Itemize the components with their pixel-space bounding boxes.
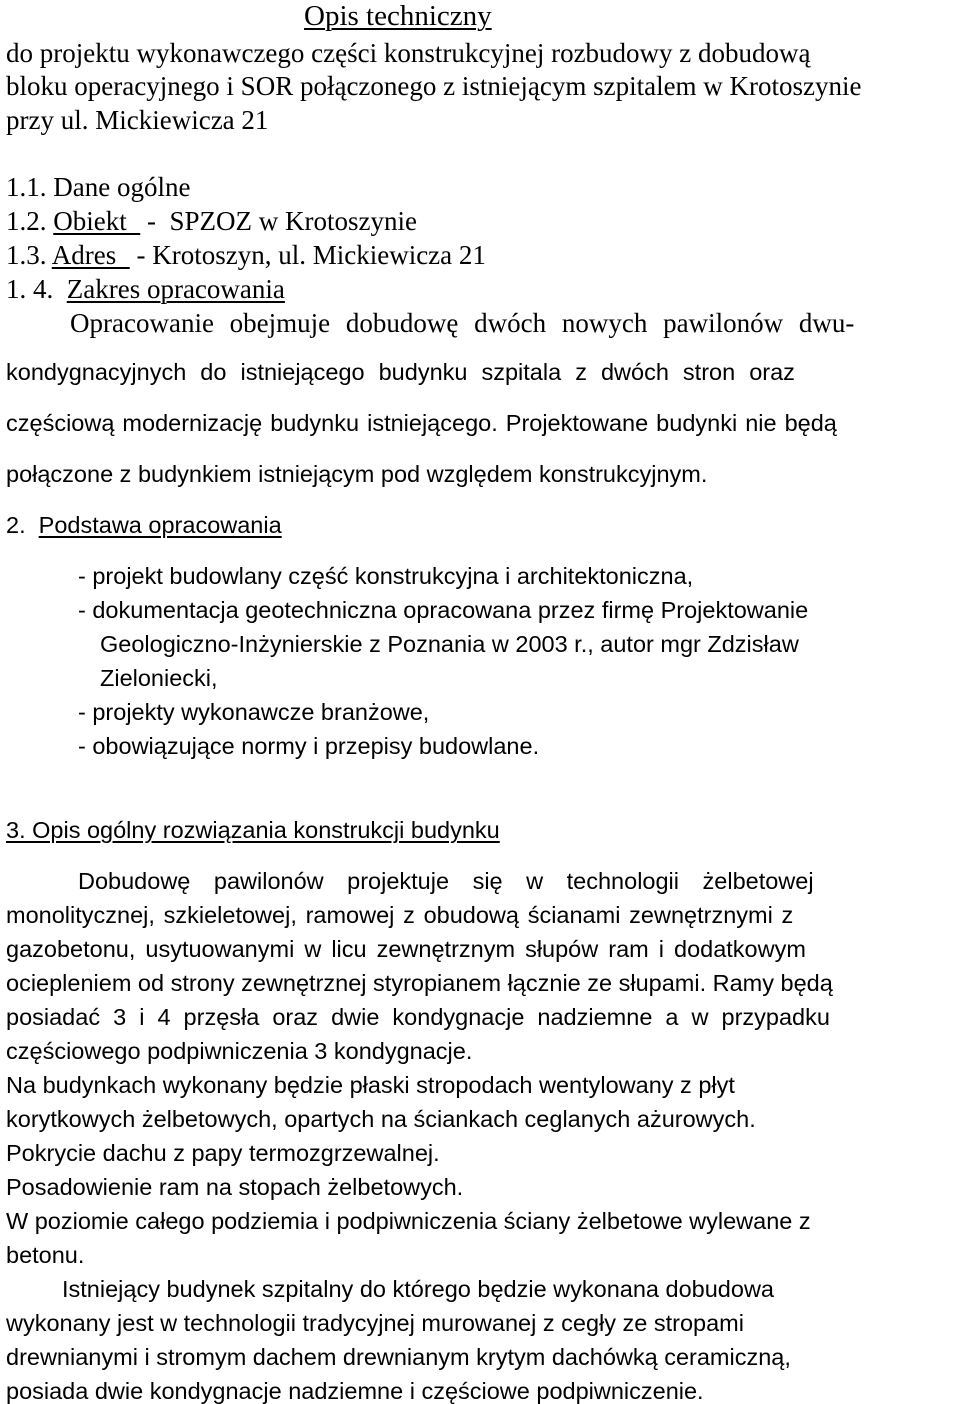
- section-2-number: 2.: [6, 512, 39, 538]
- item-1-3-value: - Krotoszyn, ul. Mickiewicza 21: [129, 240, 486, 270]
- structure-line-1: Dobudowę pawilonów projektuje się w technologii żelbetowej: [78, 868, 814, 894]
- structure-line-12: betonu.: [6, 1242, 85, 1268]
- structure-line-11: W poziomie całego podziemia i podpiwniczenia ściany żelbetowe wylewane z: [6, 1208, 811, 1234]
- item-1-1: 1.1. Dane ogólne: [6, 172, 191, 202]
- item-1-3-label: Adres: [51, 240, 130, 270]
- structure-line-2: monolitycznej, szkieletowej, ramowej z obudową ścianami zewnętrznymi z: [6, 902, 794, 928]
- structure-line-6: częściowego podpiwniczenia 3 kondygnacje.: [6, 1038, 473, 1064]
- scope-paragraph-line-1: Opracowanie obejmuje dobudowę dwóch nowych pawilonów dwu-: [70, 308, 855, 338]
- section-2-title: Podstawa opracowania: [38, 512, 282, 538]
- intro-line-2: bloku operacyjnego i SOR połączonego z istniejącym szpitalem w Krotoszynie: [6, 71, 862, 101]
- item-1-4-heading: Zakres opracowania: [66, 274, 285, 304]
- basis-item-2-cont-2: Zieloniecki,: [100, 665, 218, 691]
- scope-paragraph-line-4: połączone z budynkiem istniejącym pod względem konstrukcyjnym.: [6, 461, 708, 487]
- structure-line-15: drewnianymi i stromym dachem drewnianym krytym dachówką ceramiczną,: [6, 1344, 791, 1370]
- intro-line-1: do projektu wykonawczego części konstrukcyjnej rozbudowy z dobudową: [6, 38, 811, 68]
- structure-line-9: Pokrycie dachu z papy termozgrzewalnej.: [6, 1140, 440, 1166]
- structure-line-8: korytkowych żelbetowych, opartych na ściankach ceglanych ażurowych.: [6, 1106, 756, 1132]
- document-title: Opis techniczny: [304, 0, 492, 32]
- intro-line-3: przy ul. Mickiewicza 21: [6, 105, 269, 135]
- basis-item-2-cont-1: Geologiczno-Inżynierskie z Poznania w 2003 r., autor mgr Zdzisław: [100, 631, 799, 657]
- structure-line-10: Posadowienie ram na stopach żelbetowych.: [6, 1174, 464, 1200]
- item-1-4: [6, 276, 285, 303]
- item-1-3-number: 1.3.: [6, 240, 52, 270]
- basis-item-3: - projekty wykonawcze branżowe,: [78, 699, 430, 725]
- item-1-2: [6, 208, 417, 235]
- scope-paragraph-line-2: kondygnacyjnych do istniejącego budynku szpitala z dwóch stron oraz: [6, 359, 795, 385]
- structure-line-3: gazobetonu, usytuowanymi w licu zewnętrznym słupów ram i dodatkowym: [6, 936, 806, 962]
- item-1-4-number: 1. 4.: [6, 274, 67, 304]
- section-3-heading: 3. Opis ogólny rozwiązania konstrukcji budynku: [6, 817, 500, 843]
- structure-line-4: ociepleniem od strony zewnętrznej styropianem łącznie ze słupami. Ramy będą: [6, 970, 833, 996]
- structure-line-5: posiadać 3 i 4 przęsła oraz dwie kondygnacje nadziemne a w przypadku: [6, 1004, 830, 1030]
- basis-item-2: - dokumentacja geotechniczna opracowana przez firmę Projektowanie: [78, 597, 809, 623]
- basis-item-1: - projekt budowlany część konstrukcyjna i architektoniczna,: [78, 563, 694, 589]
- structure-line-16: posiada dwie kondygnacje nadziemne i częściowe podpiwniczenie.: [6, 1378, 704, 1404]
- structure-line-7: Na budynkach wykonany będzie płaski stropodach wentylowany z płyt: [6, 1072, 735, 1098]
- item-1-2-value: - SPZOZ w Krotoszynie: [140, 206, 417, 236]
- structure-line-13: Istniejący budynek szpitalny do którego będzie wykonana dobudowa: [62, 1276, 774, 1302]
- item-1-2-label: Obiekt: [53, 206, 141, 236]
- basis-item-4: - obowiązujące normy i przepisy budowlane.: [78, 733, 540, 759]
- item-1-3: [6, 242, 486, 269]
- structure-line-14: wykonany jest w technologii tradycyjnej murowanej z cegły ze stropami: [6, 1310, 744, 1336]
- item-1-2-number: 1.2.: [6, 206, 54, 236]
- section-2-heading: [6, 514, 282, 538]
- scope-paragraph-line-3: częściową modernizację budynku istniejącego. Projektowane budynki nie będą: [6, 410, 837, 436]
